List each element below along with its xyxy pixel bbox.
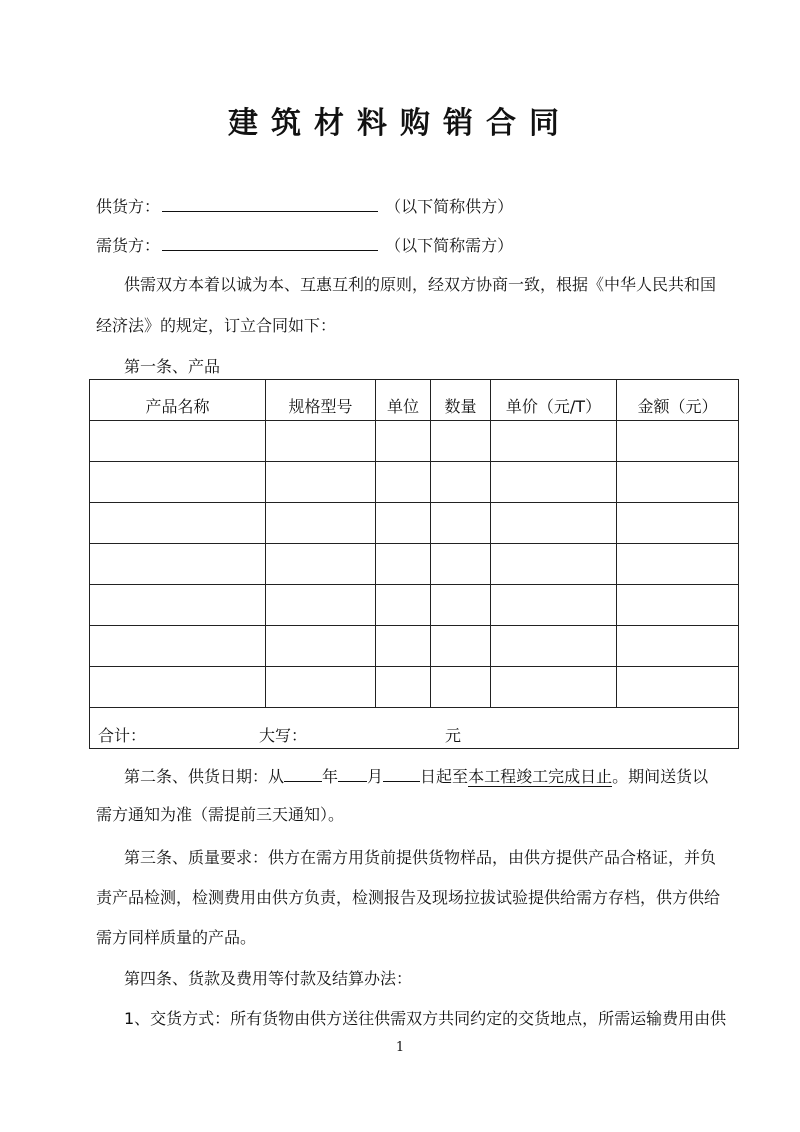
table-cell[interactable]	[90, 421, 266, 462]
item1-line-1: 1、交货方式：所有货物由供方送往供需双方共同约定的交货地点，所需运输费用由供	[124, 1009, 727, 1028]
total-label: 合计：	[98, 726, 147, 745]
table-row	[90, 544, 739, 585]
table-cell[interactable]	[431, 585, 491, 626]
completion-term: 本工程竣工完成日止	[468, 767, 613, 786]
table-cell[interactable]	[90, 626, 266, 667]
table-cell[interactable]	[491, 462, 617, 503]
table-cell[interactable]	[431, 462, 491, 503]
table-row	[90, 503, 739, 544]
table-cell[interactable]	[266, 667, 376, 708]
supplier-label: 供货方：	[96, 197, 161, 216]
article3-line-2: 责产品检测，检测费用由供方负责，检测报告及现场拉拔试验提供给需方存档，供方供给	[96, 888, 721, 907]
contract-title: 建筑材料购销合同	[228, 106, 572, 141]
table-cell[interactable]	[617, 544, 739, 585]
month-label: 月	[367, 767, 384, 786]
table-cell[interactable]	[617, 585, 739, 626]
table-cell[interactable]	[431, 544, 491, 585]
table-cell[interactable]	[431, 626, 491, 667]
page-number: 1	[395, 1040, 405, 1055]
table-cell[interactable]	[491, 667, 617, 708]
table-cell[interactable]	[266, 462, 376, 503]
table-cell[interactable]	[376, 462, 431, 503]
product-table	[89, 379, 739, 749]
table-cell[interactable]	[491, 421, 617, 462]
header-unit-price: 单价（元/T）	[491, 380, 617, 421]
table-cell[interactable]	[617, 503, 739, 544]
header-unit: 单位	[376, 380, 431, 421]
table-cell[interactable]	[266, 503, 376, 544]
article2-line-2: 需方通知为准（需提前三天通知）。	[96, 805, 345, 824]
supplier-name-field[interactable]	[162, 195, 378, 212]
year-label: 年	[322, 767, 339, 786]
supplier-note: （以下简称供方）	[385, 197, 514, 216]
table-cell[interactable]	[376, 626, 431, 667]
table-row	[90, 585, 739, 626]
article2-suffix: 。期间送货以	[612, 767, 709, 786]
table-cell[interactable]	[376, 544, 431, 585]
article4-heading: 第四条、货款及费用等付款及结算办法：	[124, 969, 413, 988]
table-cell[interactable]	[266, 544, 376, 585]
table-row	[90, 462, 739, 503]
header-quantity: 数量	[431, 380, 491, 421]
header-product-name: 产品名称	[90, 380, 266, 421]
month-field[interactable]	[338, 765, 367, 782]
article2-line-1	[124, 765, 708, 788]
table-cell[interactable]	[491, 585, 617, 626]
table-cell[interactable]	[431, 421, 491, 462]
total-cell[interactable]	[90, 708, 739, 749]
supplier-line	[96, 195, 513, 218]
article3-line-3: 需方同样质量的产品。	[96, 928, 257, 947]
table-cell[interactable]	[491, 544, 617, 585]
table-cell[interactable]	[617, 667, 739, 708]
year-field[interactable]	[284, 765, 322, 782]
table-row	[90, 667, 739, 708]
table-cell[interactable]	[491, 626, 617, 667]
table-cell[interactable]	[90, 503, 266, 544]
table-row	[90, 421, 739, 462]
buyer-line	[96, 234, 513, 257]
table-cell[interactable]	[90, 585, 266, 626]
table-cell[interactable]	[617, 626, 739, 667]
table-cell[interactable]	[376, 667, 431, 708]
day-from-label: 日起至	[420, 767, 469, 786]
total-row	[90, 708, 739, 749]
table-cell[interactable]	[491, 503, 617, 544]
article2-prefix: 第二条、供货日期：从	[124, 767, 285, 786]
table-cell[interactable]	[376, 421, 431, 462]
table-cell[interactable]	[266, 626, 376, 667]
table-cell[interactable]	[431, 503, 491, 544]
table-cell[interactable]	[90, 544, 266, 585]
table-cell[interactable]	[266, 585, 376, 626]
day-field[interactable]	[383, 765, 420, 782]
buyer-note: （以下简称需方）	[385, 236, 514, 255]
article3-line-1: 第三条、质量要求：供方在需方用货前提供货物样品，由供方提供产品合格证，并负	[124, 848, 717, 867]
buyer-name-field[interactable]	[162, 234, 378, 251]
table-cell[interactable]	[376, 585, 431, 626]
intro-line-2: 经济法》的规定，订立合同如下：	[96, 316, 337, 335]
table-cell[interactable]	[266, 421, 376, 462]
table-cell[interactable]	[90, 462, 266, 503]
header-amount: 金额（元）	[617, 380, 739, 421]
table-cell[interactable]	[376, 503, 431, 544]
table-header-row	[90, 380, 739, 421]
intro-line-1: 供需双方本着以诚为本、互惠互利的原则，经双方协商一致，根据《中华人民共和国	[124, 275, 717, 294]
article1-heading: 第一条、产品	[124, 357, 221, 376]
table-cell[interactable]	[90, 667, 266, 708]
table-row	[90, 626, 739, 667]
currency-label: 元	[445, 726, 462, 745]
table-cell[interactable]	[431, 667, 491, 708]
table-cell[interactable]	[617, 462, 739, 503]
buyer-label: 需货方：	[96, 236, 161, 255]
table-cell[interactable]	[617, 421, 739, 462]
capital-label: 大写：	[259, 726, 308, 745]
header-spec-model: 规格型号	[266, 380, 376, 421]
